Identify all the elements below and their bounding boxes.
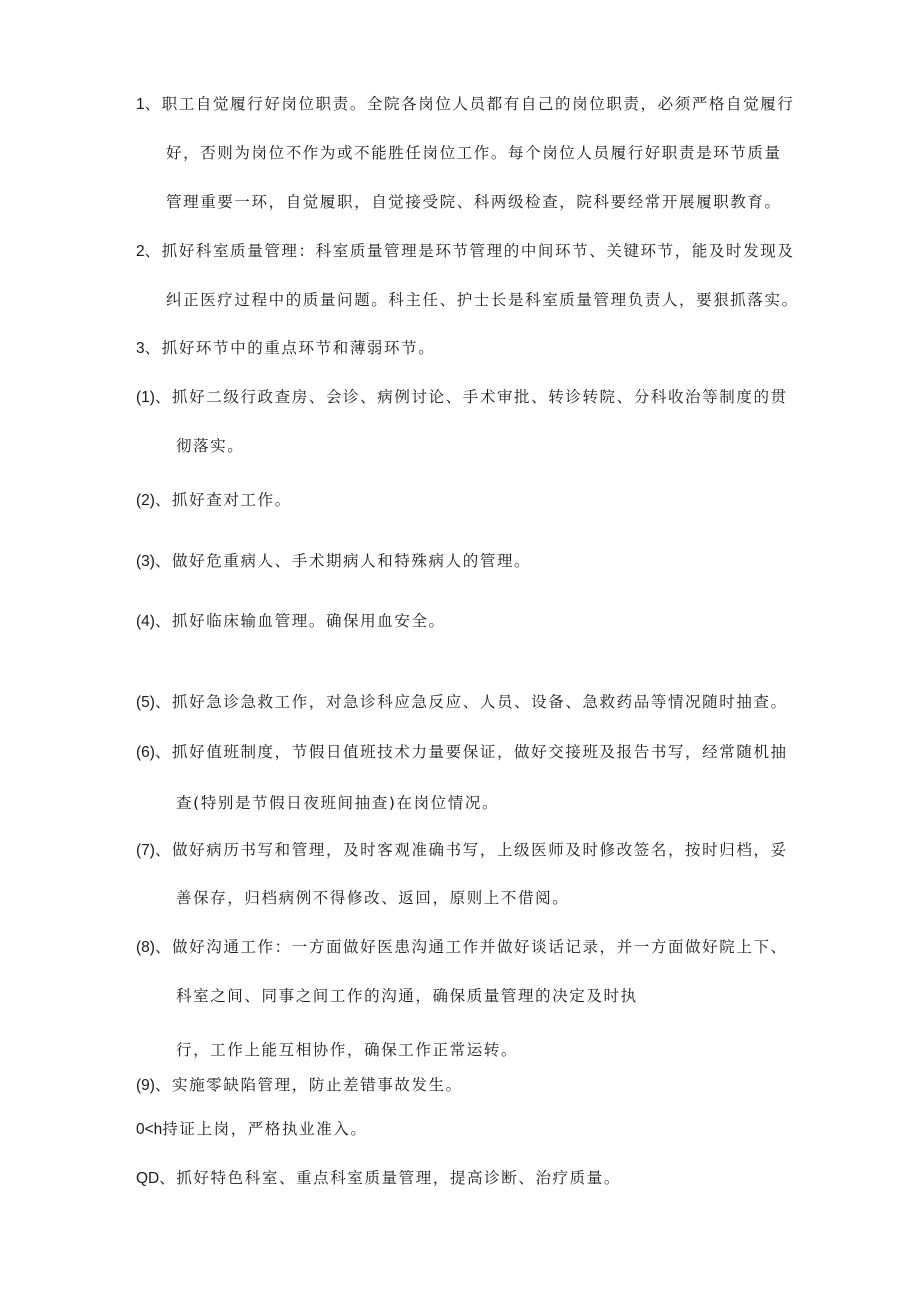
paragraph-line	[136, 241, 794, 262]
line-text: 好，否则为岗位不作为或不能胜任岗位工作。每个岗位人员履行好职责是环节质量	[166, 144, 782, 162]
item-number: (2)	[136, 492, 155, 509]
line-text: 、抓好值班制度，节假日值班技术力量要保证，做好交接班及报告书写，经常随机抽	[154, 743, 788, 761]
line-text: 、职工自觉履行好岗位职责。全院各岗位人员都有自己的岗位职责，必须严格自觉履行	[144, 95, 795, 113]
paragraph-line	[136, 94, 794, 115]
paragraph-line	[176, 1040, 518, 1060]
paragraph-line	[136, 551, 531, 572]
paragraph-line	[136, 490, 292, 511]
paragraph-line	[136, 692, 788, 713]
paragraph-line	[166, 143, 782, 163]
line-text: 纠正医疗过程中的质量问题。科主任、护士长是科室质量管理负责人，要狠抓落实。	[166, 291, 799, 309]
paragraph-line	[136, 338, 435, 359]
line-text: 、抓好急诊急救工作，对急诊科应急反应、人员、设备、急救药品等情况随时抽查。	[154, 693, 788, 711]
paragraph-line	[136, 937, 788, 958]
item-number: 0<h	[136, 1121, 163, 1138]
line-text: 善保存，归档病例不得修改、返回，原则上不借阅。	[176, 889, 570, 907]
line-text: 、抓好二级行政查房、会诊、病例讨论、手术审批、转诊转院、分科收治等制度的贯	[154, 388, 788, 406]
item-number: 2	[136, 243, 145, 260]
item-number: (1)	[136, 389, 155, 406]
item-number: (8)	[136, 939, 155, 956]
item-number: QD	[136, 1170, 160, 1187]
line-text: 管理重要一环，自觉履职，自觉接受院、科两级检查，院科要经常开展履职教育。	[166, 193, 782, 211]
paragraph-line	[176, 986, 638, 1006]
paragraph-line	[166, 290, 799, 310]
paragraph-line	[136, 1168, 621, 1189]
line-text: 、抓好科室质量管理：科室质量管理是环节管理的中间环节、关键环节，能及时发现及	[144, 242, 795, 260]
line-text: 科室之间、同事之间工作的沟通，确保质量管理的决定及时执	[176, 987, 638, 1005]
paragraph-line	[176, 436, 244, 456]
paragraph-line	[136, 840, 788, 861]
line-text: 、抓好环节中的重点环节和薄弱环节。	[144, 339, 436, 357]
item-number: (3)	[136, 553, 155, 570]
line-text: 、做好沟通工作：一方面做好医患沟通工作并做好谈话记录，并一方面做好院上下、	[154, 938, 788, 956]
line-text: 、抓好临床输血管理。确保用血安全。	[154, 612, 446, 630]
line-text: 、抓好查对工作。	[154, 491, 292, 509]
paragraph-line	[136, 611, 446, 632]
paragraph-line	[136, 742, 788, 763]
line-text: 行，工作上能互相协作，确保工作正常运转。	[176, 1041, 519, 1059]
line-text: 、实施零缺陷管理，防止差错事故发生。	[154, 1076, 463, 1094]
paragraph-line	[136, 1119, 368, 1140]
line-text: 、做好病历书写和管理，及时客观准确书写，上级医师及时修改签名，按时归档，妥	[154, 841, 788, 859]
line-text: 彻落实。	[176, 437, 245, 455]
line-text: 、抓好特色科室、重点科室质量管理，提高诊断、治疗质量。	[159, 1169, 621, 1187]
paragraph-line	[136, 387, 788, 408]
item-number: (4)	[136, 613, 155, 630]
item-number: (7)	[136, 842, 155, 859]
paragraph-line	[136, 1075, 463, 1096]
line-text: 持证上岗，严格执业准入。	[162, 1120, 368, 1138]
item-number: (5)	[136, 694, 155, 711]
item-number: (6)	[136, 744, 155, 761]
paragraph-line	[176, 888, 569, 908]
paragraph-line	[166, 192, 782, 212]
item-number: 3	[136, 340, 145, 357]
item-number: 1	[136, 96, 145, 113]
line-text: 、做好危重病人、手术期病人和特殊病人的管理。	[154, 552, 532, 570]
item-number: (9)	[136, 1077, 155, 1094]
line-text: 查(特别是节假日夜班间抽查)在岗位情况。	[176, 794, 500, 812]
paragraph-line	[176, 793, 499, 813]
